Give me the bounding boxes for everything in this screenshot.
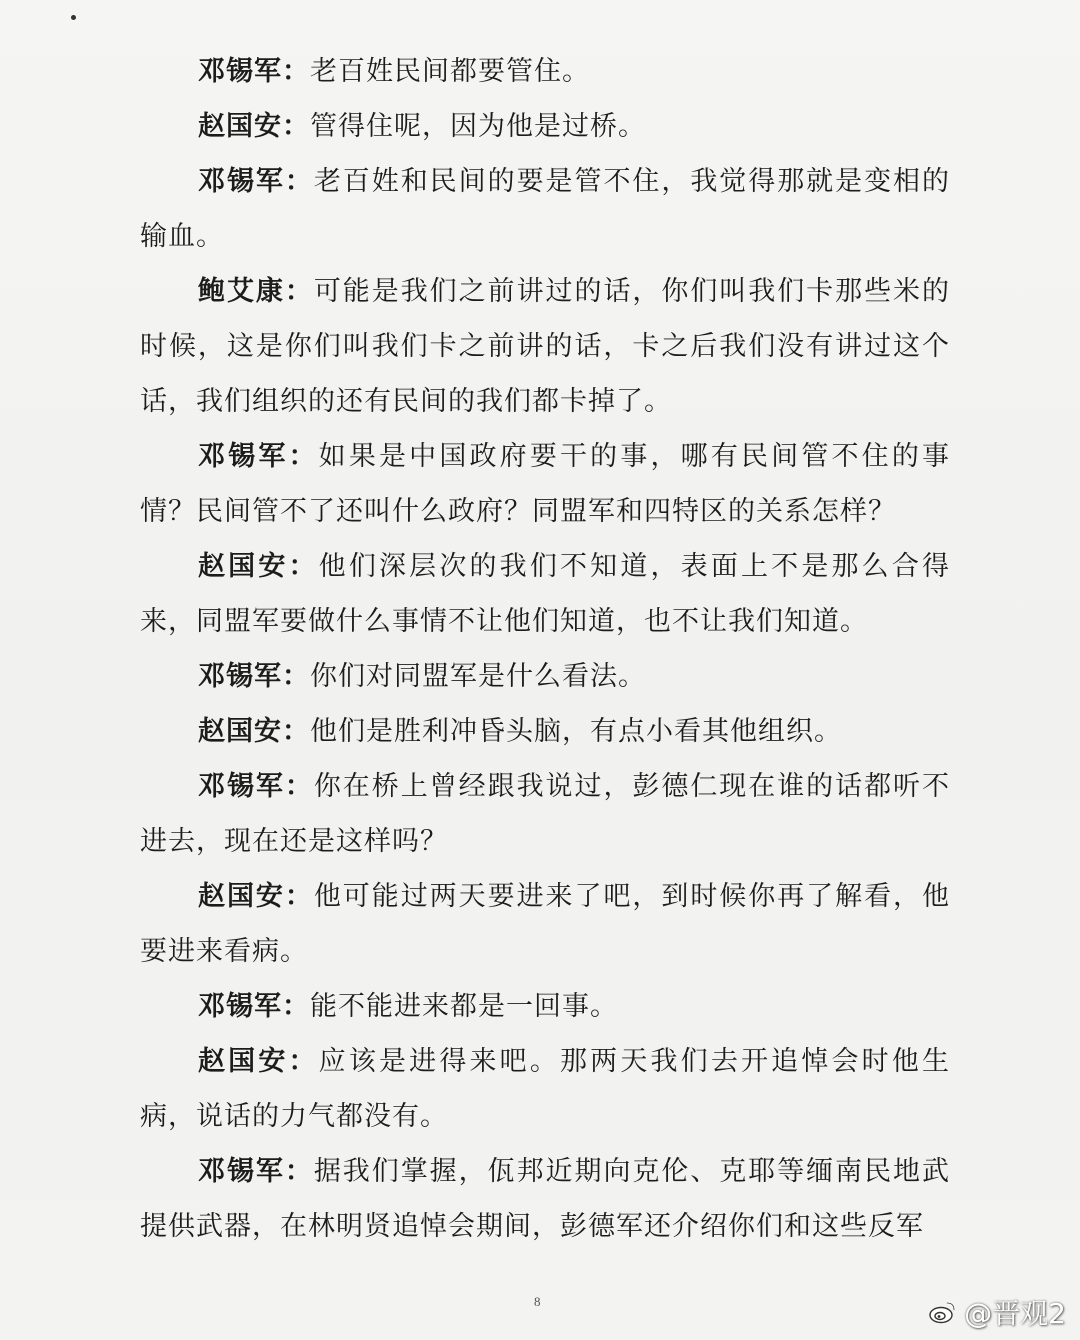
utterance-text: 据我们掌握，佤邦近期向克伦、克耶等缅南民地武提供武器，在林明贤追悼会期间，彭德军还介绍你们和这些反军 bbox=[140, 1156, 951, 1242]
utterance-text: 他们深层次的我们不知道，表面上不是那么合得来，同盟军要做什么事情不让他们知道，也不让我们知道。 bbox=[140, 551, 951, 637]
speaker-label: 邓锡军： bbox=[198, 166, 314, 197]
speaker-label: 鲍艾康： bbox=[198, 276, 314, 307]
utterance-text: 你在桥上曾经跟我说过，彭德仁现在谁的话都听不进去，现在还是这样吗？ bbox=[140, 771, 951, 857]
speaker-label: 赵国安： bbox=[198, 716, 310, 747]
utterance-text: 老百姓民间都要管住。 bbox=[310, 56, 590, 87]
speaker-label: 邓锡军： bbox=[198, 56, 310, 87]
utterance-text: 你们对同盟军是什么看法。 bbox=[310, 661, 646, 692]
utterance-text: 他可能过两天要进来了吧，到时候你再了解看，他要进来看病。 bbox=[140, 881, 951, 967]
transcript-paragraph bbox=[140, 154, 950, 264]
transcript-paragraph bbox=[140, 539, 950, 649]
speaker-label: 邓锡军： bbox=[198, 441, 319, 472]
speaker-label: 赵国安： bbox=[198, 111, 310, 142]
speaker-label: 邓锡军： bbox=[198, 661, 310, 692]
transcript-paragraph bbox=[140, 1034, 950, 1144]
transcript-paragraph bbox=[140, 99, 950, 154]
transcript-paragraph bbox=[140, 44, 950, 99]
weibo-watermark bbox=[928, 1292, 1066, 1332]
speaker-label: 赵国安： bbox=[198, 1046, 319, 1077]
transcript-paragraph bbox=[140, 704, 950, 759]
transcript-paragraph bbox=[140, 264, 950, 429]
transcript-body bbox=[140, 44, 950, 1254]
speaker-label: 赵国安： bbox=[198, 881, 314, 912]
transcript-paragraph bbox=[140, 869, 950, 979]
transcript-paragraph bbox=[140, 1144, 950, 1254]
watermark-text: @晋观2 bbox=[964, 1297, 1066, 1330]
speaker-label: 赵国安： bbox=[198, 551, 319, 582]
transcript-paragraph bbox=[140, 649, 950, 704]
scan-speck bbox=[71, 15, 76, 20]
transcript-paragraph bbox=[140, 759, 950, 869]
speaker-label: 邓锡军： bbox=[198, 1156, 314, 1187]
page-number: 8 bbox=[534, 1294, 541, 1309]
utterance-text: 如果是中国政府要干的事，哪有民间管不住的事情？民间管不了还叫什么政府？同盟军和四特区的关系怎样？ bbox=[140, 441, 951, 527]
utterance-text: 可能是我们之前讲过的话，你们叫我们卡那些米的时候，这是你们叫我们卡之前讲的话，卡之后我们没有讲过这个话，我们组织的还有民间的我们都卡掉了。 bbox=[140, 276, 951, 417]
transcript-paragraph bbox=[140, 979, 950, 1034]
weibo-logo-icon bbox=[928, 1297, 958, 1327]
speaker-label: 邓锡军： bbox=[198, 771, 314, 802]
utterance-text: 他们是胜利冲昏头脑，有点小看其他组织。 bbox=[310, 716, 842, 747]
utterance-text: 管得住呢，因为他是过桥。 bbox=[310, 111, 646, 142]
utterance-text: 能不能进来都是一回事。 bbox=[310, 991, 618, 1022]
speaker-label: 邓锡军： bbox=[198, 991, 310, 1022]
transcript-paragraph bbox=[140, 429, 950, 539]
utterance-text: 应该是进得来吧。那两天我们去开追悼会时他生病，说话的力气都没有。 bbox=[140, 1046, 951, 1132]
utterance-text: 老百姓和民间的要是管不住，我觉得那就是变相的输血。 bbox=[140, 166, 951, 252]
